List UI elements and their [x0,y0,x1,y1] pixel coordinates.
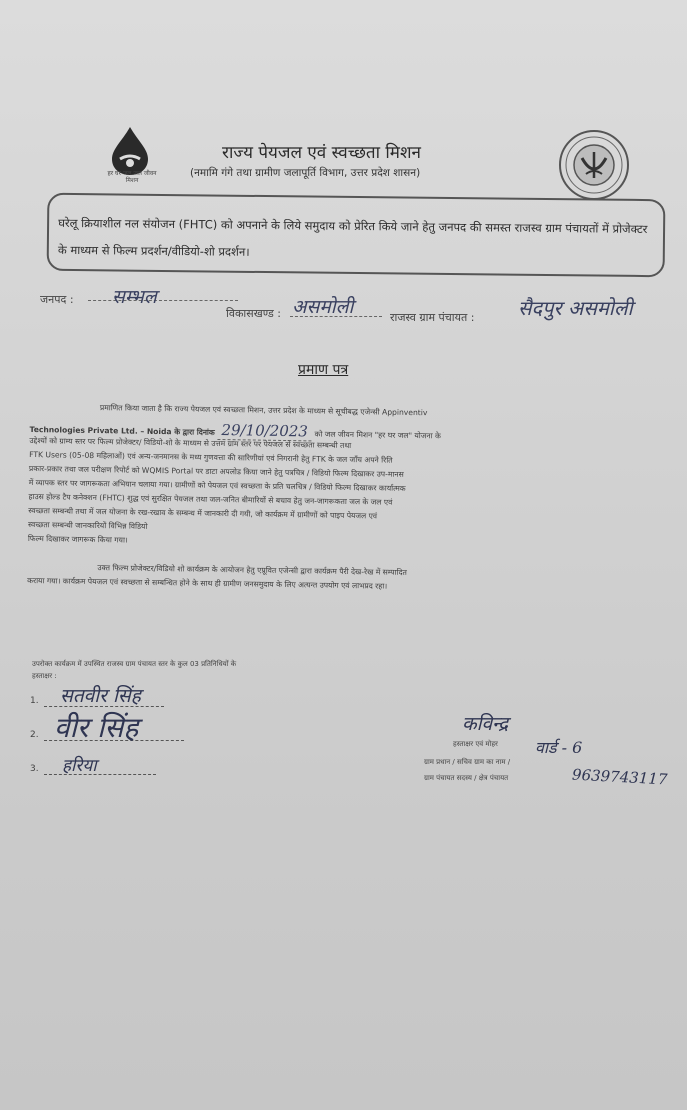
witness-intro-2: हस्ताक्षर : [32,672,57,680]
official-phone: 9639743117 [571,765,668,789]
body-line: में व्यापक स्तर पर जागरूकता अभियान चलाया गया। ग्रामीणों को पेयजल एवं स्वच्छता के प्रति चलचित्र / विडियो फिल्म दिखाकर कार्यात्मक [28,477,406,493]
official-line: हस्ताक्षर एवं मोहर [453,740,498,748]
official-line: ग्राम पंचायत सदस्य / क्षेत्र पंचायत [424,774,509,782]
witness-signature-3: हरिया [62,756,97,776]
ward-number: वार्ड - 6 [535,738,583,757]
up-government-seal-icon [556,128,632,202]
village-value: सैदपुर असमोली [518,296,633,320]
body-text: को जल जीवन मिशन "हर घर जल" योजना के [314,429,441,441]
block-value: असमोली [292,296,354,318]
left-logo-caption: हर घर जल जल जीवन मिशन [107,170,157,184]
witness-signature-1: सतवीर सिंह [60,685,141,707]
district-value: सम्भल [112,286,157,308]
mission-subtitle: (नमामि गंगे तथा ग्रामीण जलापूर्ति विभाग, उत्तर प्रदेश शासन) [190,167,421,179]
body-line: हाउस होल्ड टैप कनेक्शन (FHTC) शुद्ध एवं सुरक्षित पेयजल तथा जल-जनित बीमारियों से बचाव हेतु जन-जागरूकता जल के जल एवं [28,491,393,507]
district-underline [88,300,238,301]
body-line: स्वच्छता सम्बन्धी जानकारियों विभिन्न विडियो [28,519,148,531]
official-signature: कविन्द्र [462,713,509,735]
certificate-heading: प्रमाण पत्र [298,362,349,378]
banner-text: घरेलू क्रियाशील नल संयोजन (FHTC) को अपनाने के लिये समुदाय को प्रेरित किये जाने हेतु जनपद की समस्त राजस्व ग्राम पंचायतों में प्रोजेक्टर के माध्यम से फिल्म प्रदर्शन/वीडियो-शो प्रदर्शन। [57,215,648,259]
body-line: कराया गया। कार्यक्रम पेयजल एवं स्वच्छता से सम्बन्धित होने के साथ ही ग्रामीण जनसमुदाय के लिए अत्यन्त उपयोग एवं लाभप्रद रहा। [27,575,388,591]
body-line: उक्त फिल्म प्रोजेक्टर/विडियो शो कार्यक्रम के आयोजन हेतु एप्रूवित एजेन्सी द्वारा कार्यक्रम पैरी देख-रेख में सम्पादित [97,563,407,577]
mission-title: राज्य पेयजल एवं स्वच्छता मिशन [222,143,421,163]
witness-number: 2. [30,730,39,740]
village-label: राजस्व ग्राम पंचायत : [390,311,475,324]
body-line: FTK Users (05-08 महिलाओं) एवं अन्य-जनमानस के मध्य गुणवत्ता की सारिणीयां एवं निगरानी हेतु FTK के जल जाँच अपने रिति [29,449,393,465]
body-line: स्वच्छता सम्बन्धी तथा में जल योजना के रख-रखाव के सम्बन्ध में जानकारी दी गयी, जो कार्यक्रम में ग्रामीणों को पाइप पेयजल एवं [28,505,378,521]
body-line: प्रमाणित किया जाता है कि राज्य पेयजल एवं स्वच्छता मिशन, उत्तर प्रदेश के माध्यम से सूचीबद्ध एजेन्सी Appinventiv [99,403,428,418]
body-line: फिल्म दिखाकर जागरूक किया गया। [27,533,128,545]
block-label: विकासखण्ड : [226,307,282,320]
certificate-body [27,402,660,591]
witness-intro: उपरोक्त कार्यक्रम में उपस्थित राजस्व ग्राम पंचायत स्तर के कुल 03 प्रतिनिधियों के [32,660,237,668]
witness-underline [44,774,156,775]
program-date: 29/10/2023 [217,421,312,441]
witness-signature-2: वीर सिंह [54,711,139,744]
body-line: उद्देश्यों को ग्राम्य स्तर पर फिल्म प्रोजेक्टर/ विडियो-शो के माध्यम से उत्तम ग्राम स्तर पर पेयजल से स्वच्छता सम्बन्धी तथा [29,435,352,451]
body-text: Technologies Private Ltd. – Noida के द्वारा दिनांक [29,424,215,437]
official-line: ग्राम प्रधान / सचिव ग्राम का नाम / [424,758,511,766]
witness-number: 1. [30,696,39,706]
body-line: प्रकार-प्रकार तथा जल परीक्षण रिपोर्ट को WQMIS Portal पर डाटा अपलोड किया जाने हेतु पत्रचित्र / विडियो फिल्म दिखाकर उप-मानस [28,463,404,479]
witness-number: 3. [30,764,39,774]
district-label: जनपद : [40,293,74,306]
